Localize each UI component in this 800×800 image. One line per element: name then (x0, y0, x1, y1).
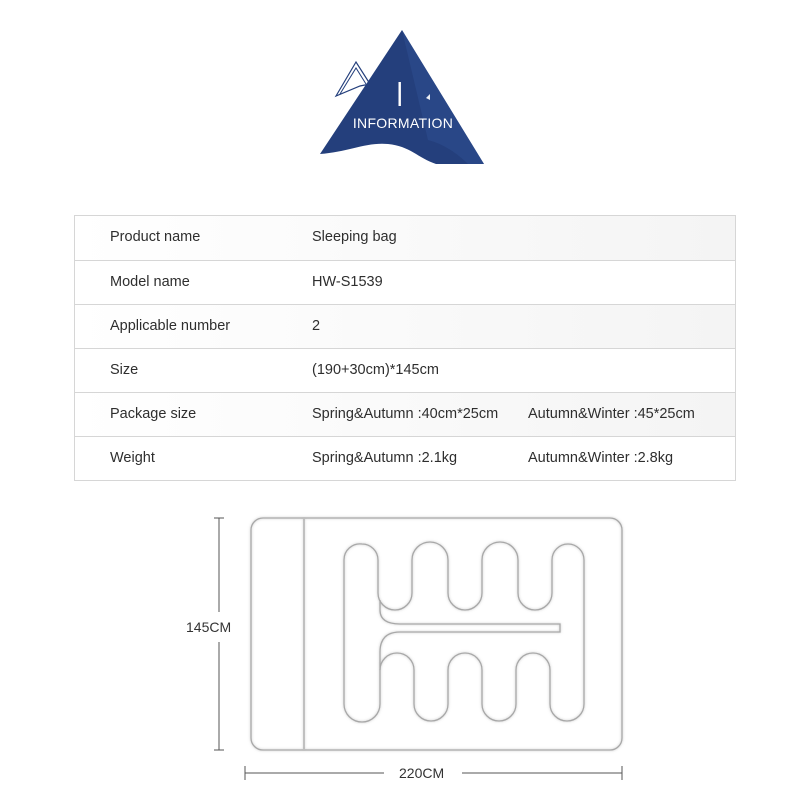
badge-title: INFORMATION (352, 115, 454, 131)
spec-label: Model name (110, 274, 190, 290)
spec-label: Product name (110, 229, 201, 245)
spec-value: Spring&Autumn :40cm*25cm (312, 406, 499, 422)
spec-table (74, 215, 736, 481)
spec-value: 2 (312, 318, 321, 334)
spec-label: Weight (110, 450, 155, 466)
spec-row-package-size (75, 392, 735, 436)
spec-value: Sleeping bag (312, 229, 397, 245)
spec-row-weight (75, 436, 735, 480)
spec-label: Package size (110, 406, 197, 422)
spec-row-size (75, 348, 735, 392)
spec-value: (190+30cm)*145cm (312, 362, 439, 378)
spec-row-product-name (75, 216, 735, 260)
mountain-logo-icon (318, 26, 488, 168)
information-badge (318, 26, 488, 168)
spec-row-applicable-number (75, 304, 735, 348)
spec-value: Spring&Autumn :2.1kg (312, 450, 458, 466)
spec-row-model-name (75, 260, 735, 304)
sleeping-bag-outline (251, 518, 622, 750)
height-label: 145CM (186, 619, 232, 635)
width-label: 220CM (399, 765, 445, 781)
spec-value: HW-S1539 (312, 274, 383, 290)
spec-label: Applicable number (110, 318, 231, 334)
spec-label: Size (110, 362, 139, 378)
spec-value-secondary: Autumn&Winter :45*25cm (528, 406, 695, 422)
spec-value-secondary: Autumn&Winter :2.8kg (528, 450, 674, 466)
